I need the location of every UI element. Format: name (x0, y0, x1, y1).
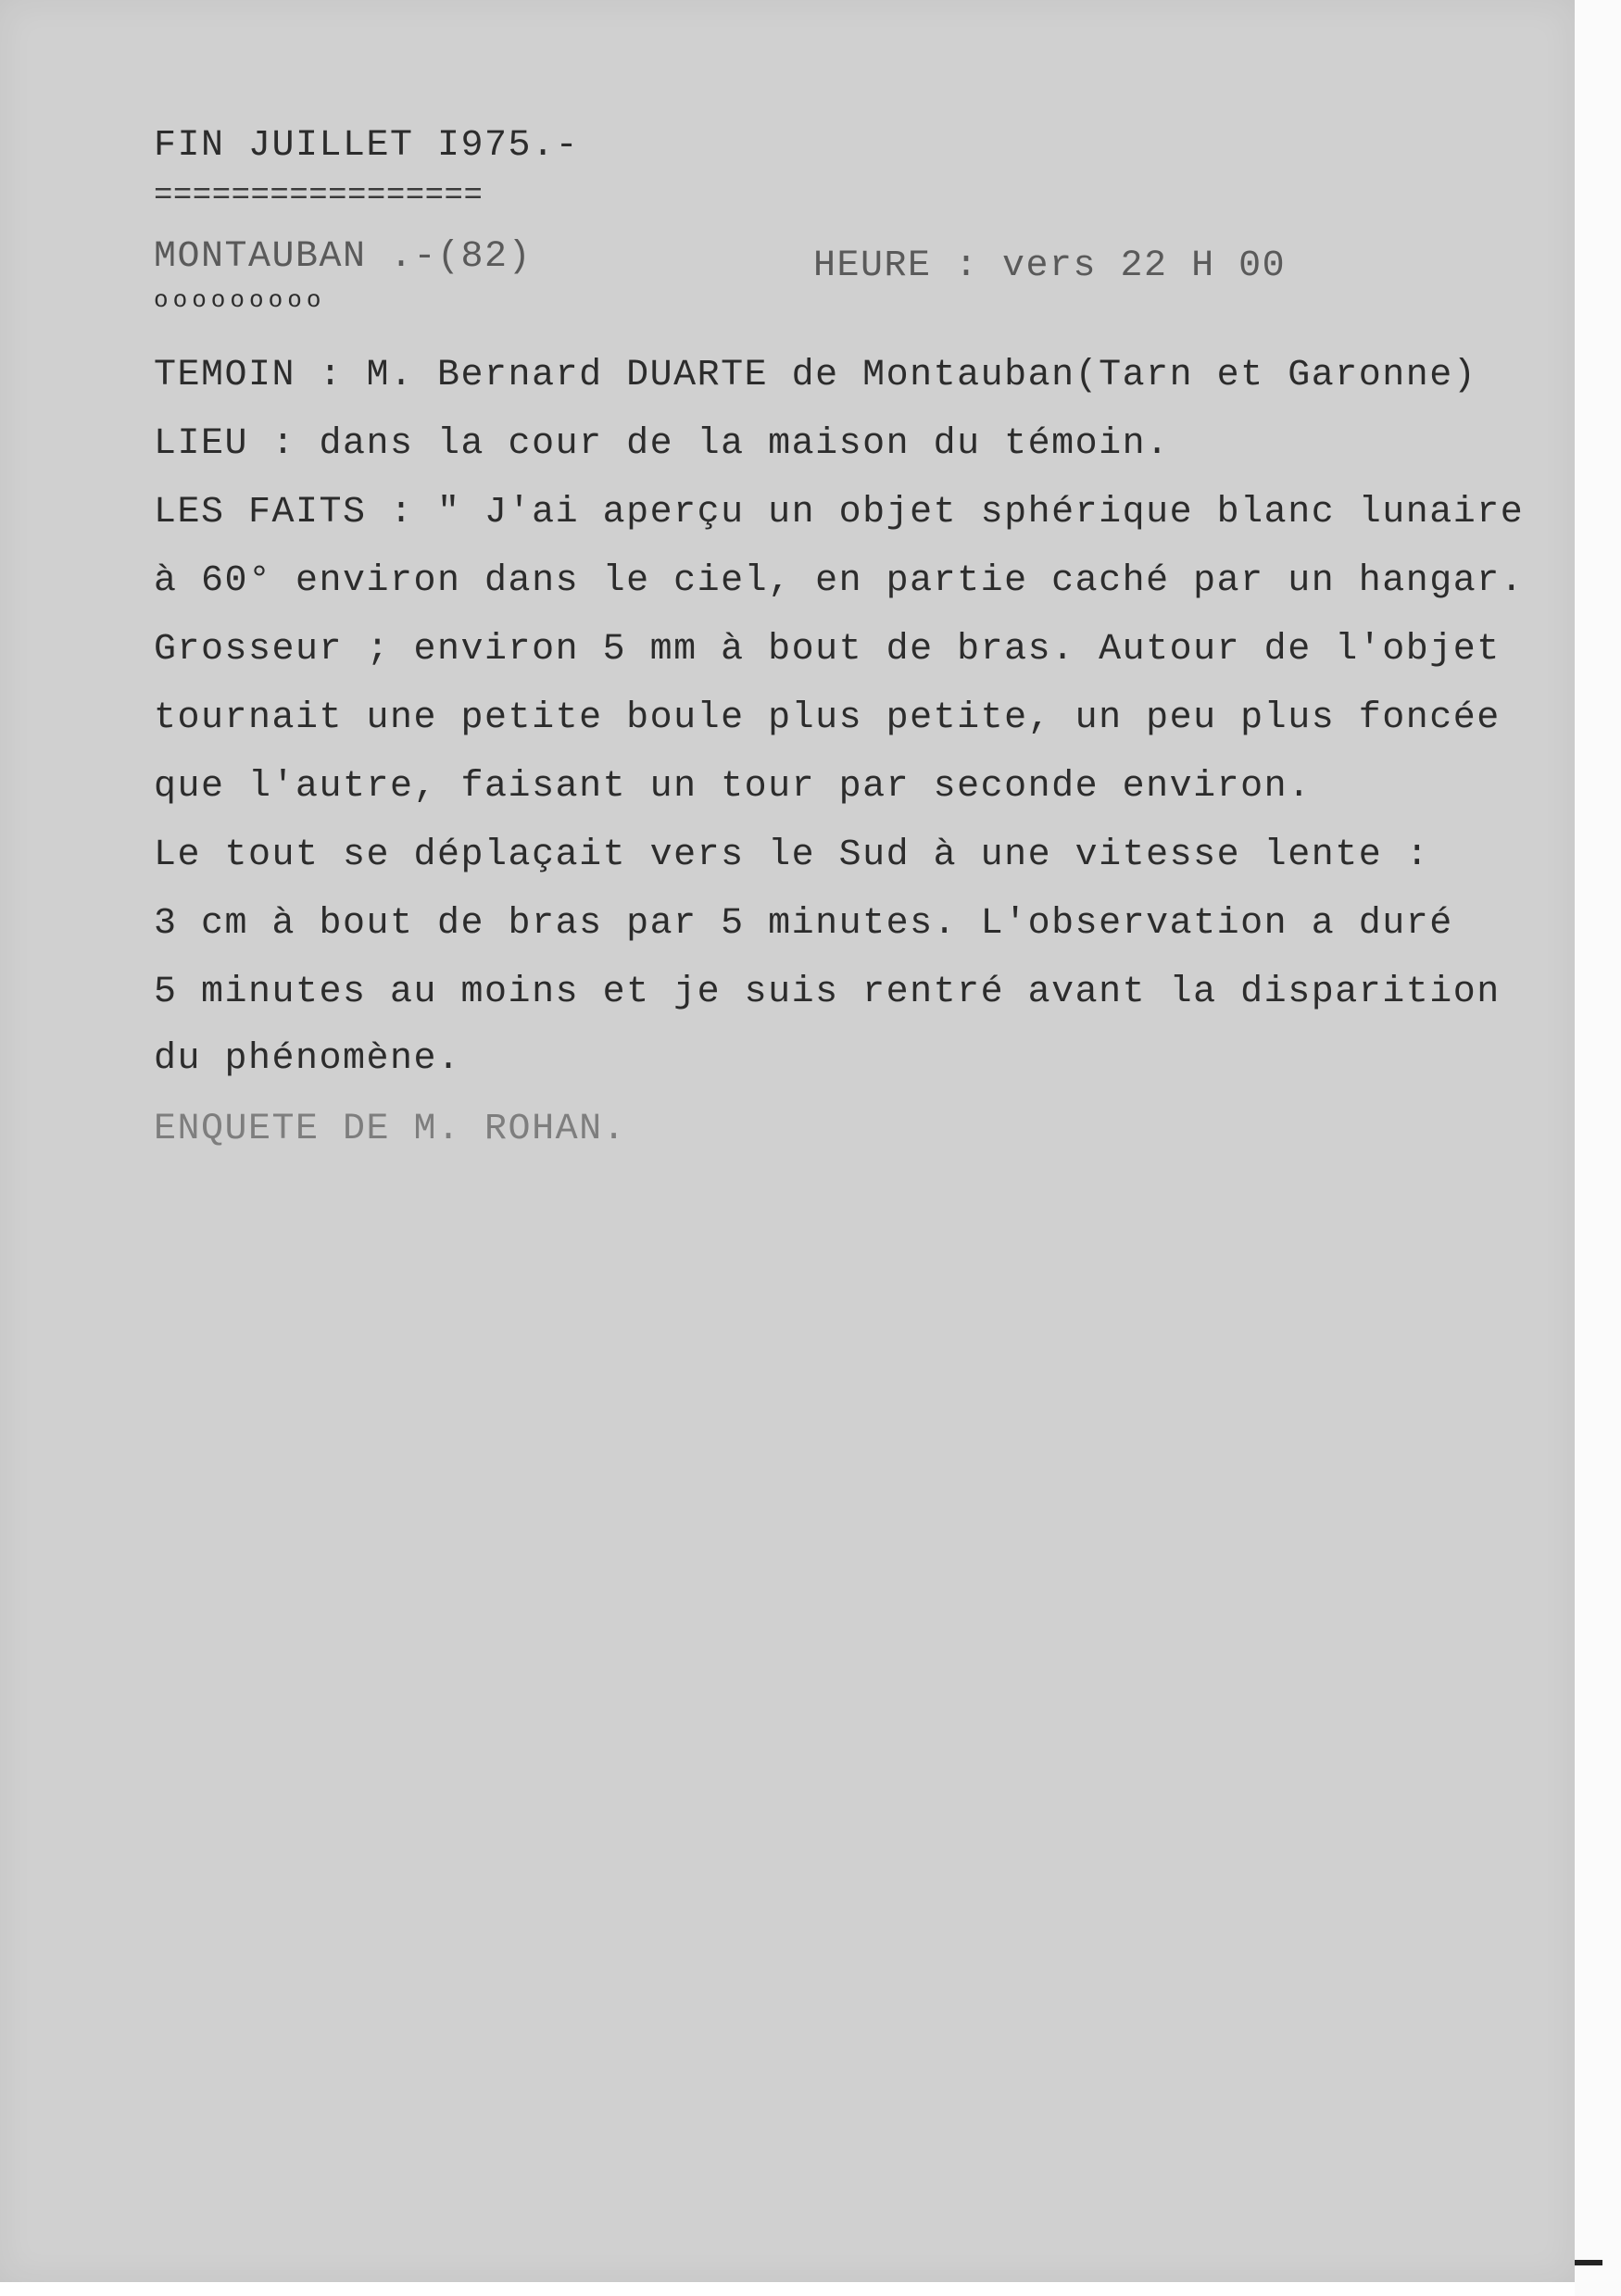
report-line: du phénomène. (154, 1038, 461, 1080)
report-line: 5 minutes au moins et je suis rentré avant la disparition (154, 972, 1501, 1013)
report-signature: ENQUETE DE M. ROHAN. (154, 1109, 627, 1150)
scan-mark (1575, 2260, 1602, 2265)
report-line: TEMOIN : M. Bernard DUARTE de Montauban(Tarn et Garonne) (154, 355, 1477, 396)
report-line: LES FAITS : " J'ai aperçu un objet sphérique blanc lunaire (154, 492, 1525, 533)
report-time: HEURE : vers 22 H 00 (813, 245, 1287, 287)
report-place: MONTAUBAN .-(82) (154, 236, 533, 278)
report-line: Grosseur ; environ 5 mm à bout de bras. Autour de l'objet (154, 629, 1501, 671)
scan-margin (1575, 0, 1621, 2296)
report-line: que l'autre, faisant un tour par seconde environ. (154, 766, 1312, 808)
report-line: Le tout se déplaçait vers le Sud à une vitesse lente : (154, 834, 1430, 876)
report-date: FIN JUILLET I975.- (154, 125, 580, 167)
report-place-underline: ooooooooo (154, 286, 326, 314)
report-line: LIEU : dans la cour de la maison du témoin. (154, 423, 1170, 465)
report-date-underline: ================= (154, 179, 484, 214)
report-line: à 60° environ dans le ciel, en partie caché par un hangar. (154, 560, 1525, 602)
report-line: 3 cm à bout de bras par 5 minutes. L'observation a duré (154, 903, 1453, 945)
report-line: tournait une petite boule plus petite, un peu plus foncée (154, 697, 1501, 739)
